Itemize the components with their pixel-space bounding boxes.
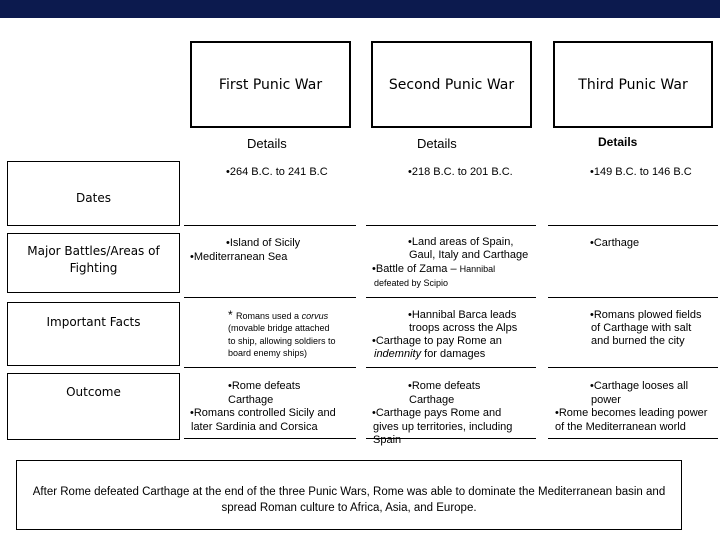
second-war-fact-3: •Carthage to pay Rome an [372,335,502,347]
second-war-battle-2: Gaul, Italy and Carthage [409,249,529,261]
first-war-fact-2: (movable bridge attached [228,323,330,333]
divider [548,297,718,298]
first-war-outcome-2: Carthage [228,394,274,406]
corvus-term: corvus [301,311,329,321]
indemnity-term: indemnity [374,348,422,360]
indemnity-rest: for damages [421,348,486,360]
divider [548,225,718,226]
divider [548,438,718,439]
third-war-outcome-3: •Rome becomes leading power [555,407,708,419]
second-war-outcome-4: gives up territories, including [373,421,513,433]
third-war-outcome-2: power [591,394,621,406]
second-war-battle-1: •Land areas of Spain, [408,236,514,248]
summary-box: After Rome defeated Carthage at the end of the three Punic Wars, Rome was able to dominate the Mediterranean basin and spread Roman culture to Africa, Asia, and Europe. [16,460,682,530]
top-banner [0,0,720,18]
first-war-outcome-4: later Sardinia and Corsica [191,421,318,433]
divider [184,438,356,439]
header-first-punic-war: First Punic War [190,41,351,128]
first-war-fact-3: to ship, allowing soldiers to [228,336,336,346]
third-war-fact-1: •Romans plowed fields [590,309,702,321]
second-war-battle-3 [372,263,495,277]
divider [184,225,356,226]
header-second-punic-war: Second Punic War [371,41,532,128]
details-label-first: Details [247,136,287,151]
divider [366,297,536,298]
row-label-dates: Dates [7,161,180,226]
third-war-outcome-4: of the Mediterranean world [555,421,686,433]
divider [548,367,718,368]
divider [184,297,356,298]
first-war-outcome-3: •Romans controlled Sicily and [190,407,336,419]
second-war-fact-1: •Hannibal Barca leads [408,309,517,321]
third-war-dates: •149 B.C. to 146 B.C [590,166,692,178]
second-war-outcome-3: •Carthage pays Rome and [372,407,502,419]
third-war-outcome-1: •Carthage looses all [590,380,689,392]
first-war-outcome-1: •Rome defeats [228,380,301,392]
second-war-outcome-5: Spain [373,434,402,446]
third-war-battle-1: •Carthage [590,237,640,249]
hannibal-text: Hannibal [459,264,496,274]
second-war-fact-2: troops across the Alps [409,322,518,334]
details-label-second: Details [417,136,457,151]
row-label-outcome: Outcome [7,373,180,440]
first-war-fact-4: board enemy ships) [228,348,308,358]
second-war-fact-4 [374,348,485,362]
second-war-outcome-2: Carthage [409,394,455,406]
first-war-battle-1: •Island of Sicily [226,237,301,249]
row-label-battles: Major Battles/Areas of Fighting [7,233,180,293]
divider [184,367,356,368]
row-label-important-facts: Important Facts [7,302,180,366]
first-war-battle-2: •Mediterranean Sea [190,251,288,263]
asterisk: * [228,308,237,322]
header-third-punic-war: Third Punic War [553,41,713,128]
corvus-intro: Romans used a [236,311,302,321]
first-war-dates: •264 B.C. to 241 B.C [226,166,328,178]
battle-of-zama-text: •Battle of Zama – [372,263,460,275]
details-label-third: Details [598,135,638,149]
third-war-fact-2: of Carthage with salt [591,322,692,334]
third-war-fact-3: and burned the city [591,335,685,347]
divider [366,225,536,226]
second-war-outcome-1: •Rome defeats [408,380,481,392]
second-war-dates: •218 B.C. to 201 B.C. [408,166,513,178]
divider [366,367,536,368]
second-war-battle-4: defeated by Scipio [374,278,449,288]
